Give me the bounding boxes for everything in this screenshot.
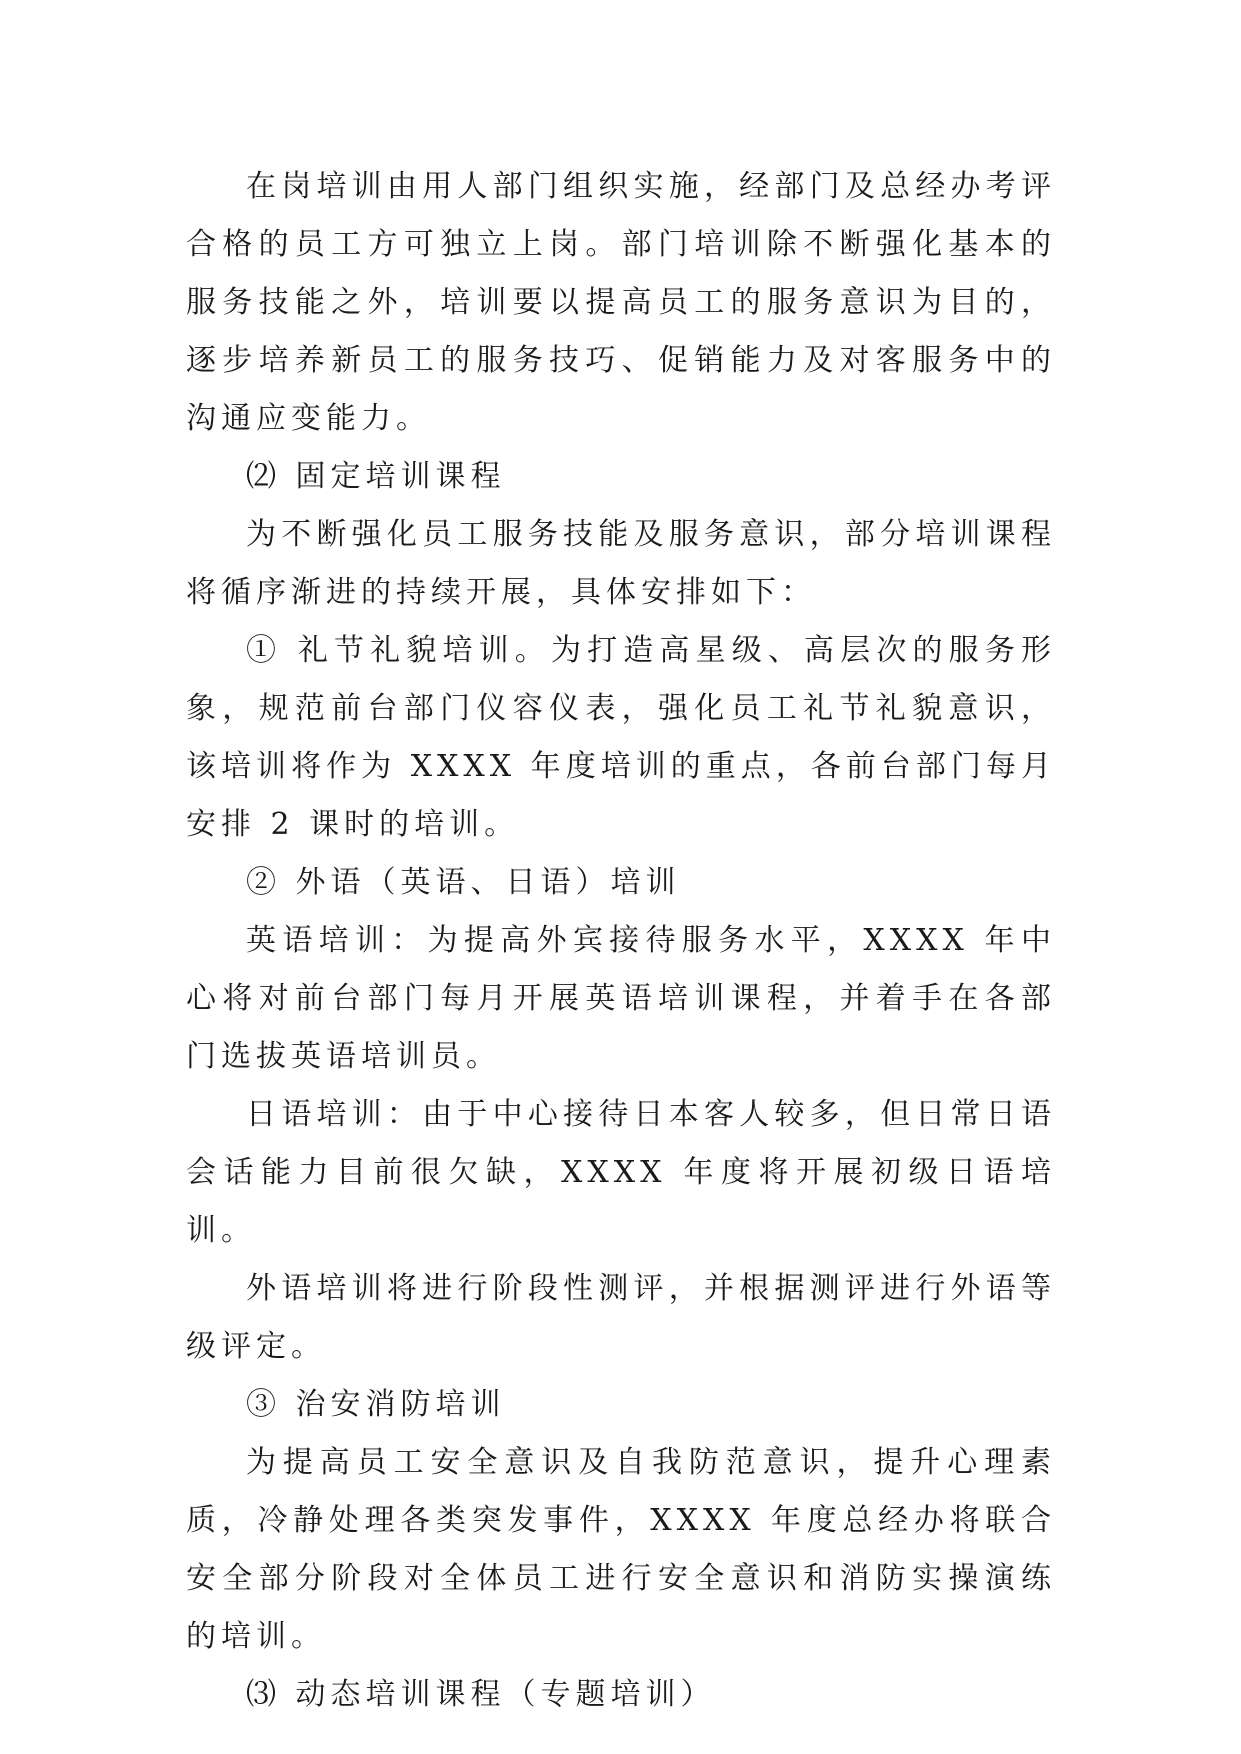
paragraph-fixed-courses-intro: 为不断强化员工服务技能及服务意识，部分培训课程将循序渐进的持续开展，具体安排如下： [186,517,1056,610]
document-body [186,158,1056,1724]
paragraph-language-assessment: 外语培训将进行阶段性测评，并根据测评进行外语等级评定。 [186,1271,1056,1364]
heading-fixed-courses: ⑵ 固定培训课程 [246,459,506,494]
heading-dynamic-courses: ⑶ 动态培训课程（专题培训） [246,1677,716,1712]
paragraph-japanese-training: 日语培训：由于中心接待日本客人较多，但日常日语会话能力目前很欠缺，XXXX 年度将开展初级日语培训。 [186,1097,1056,1248]
heading-foreign-language-training: ② 外语（英语、日语）培训 [246,865,681,900]
paragraph-on-job-training: 在岗培训由用人部门组织实施，经部门及总经办考评合格的员工方可独立上岗。部门培训除不断强化基本的服务技能之外，培训要以提高员工的服务意识为目的，逐步培养新员工的服务技巧、促销能力及对客服务中的沟通应变能力。 [186,169,1056,436]
heading-security-fire-training: ③ 治安消防培训 [246,1387,506,1422]
paragraph-english-training: 英语培训：为提高外宾接待服务水平，XXXX 年中心将对前台部门每月开展英语培训课程，并着手在各部门选拔英语培训员。 [186,923,1056,1074]
paragraph-security-fire-training: 为提高员工安全意识及自我防范意识，提升心理素质，冷静处理各类突发事件，XXXX 年度总经办将联合安全部分阶段对全体员工进行安全意识和消防实操演练的培训。 [186,1445,1056,1654]
paragraph-etiquette-training: ① 礼节礼貌培训。为打造高星级、高层次的服务形象，规范前台部门仪容仪表，强化员工礼节礼貌意识，该培训将作为 XXXX 年度培训的重点，各前台部门每月安排 2 课时的培训。 [186,633,1056,842]
